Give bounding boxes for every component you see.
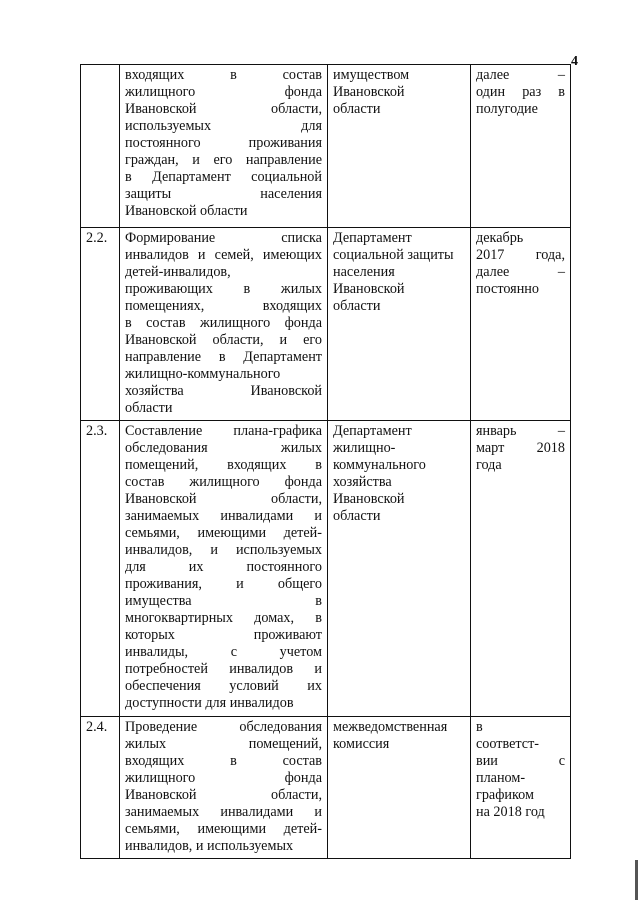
cell-line: занимаемых инвалидами и xyxy=(125,508,322,524)
cell-line: имуществом xyxy=(333,67,410,83)
cell-line: инвалидов, и используемых xyxy=(125,542,322,558)
cell-line: соответст- xyxy=(476,736,540,752)
cell-line: в Департамент социальной xyxy=(125,169,322,185)
cell-line: Ивановской xyxy=(333,491,405,507)
cell-line: Ивановской xyxy=(333,84,405,100)
cell-line: комиссия xyxy=(333,736,390,752)
action-cell xyxy=(120,228,328,421)
responsible-cell xyxy=(328,65,471,228)
term-cell xyxy=(471,717,571,859)
cell-line: Составление плана-графика xyxy=(125,423,322,439)
term-cell xyxy=(471,228,571,421)
cell-line: входящих в состав xyxy=(125,67,322,83)
cell-line: Ивановской области, xyxy=(125,491,322,507)
cell-line: защиты населения xyxy=(125,186,322,202)
term-cell xyxy=(471,65,571,228)
cell-line: области xyxy=(333,298,381,314)
cell-line: социальной защиты xyxy=(333,247,454,263)
cell-line: полугодие xyxy=(476,101,538,117)
cell-line: жилищного фонда xyxy=(125,84,322,100)
cell-line: помещений, входящих в xyxy=(125,457,322,473)
action-cell xyxy=(120,65,328,228)
cell-line: области xyxy=(125,400,173,416)
cell-line: жилых помещений, xyxy=(125,736,322,752)
cell-line: 2017 года, xyxy=(476,247,565,263)
cell-line: Формирование списка xyxy=(125,230,322,246)
cell-line: жилищно- xyxy=(333,440,396,456)
row-number: 2.2. xyxy=(81,228,120,421)
row-number xyxy=(81,65,120,228)
cell-line: обеспечения условий их xyxy=(125,678,322,694)
cell-line: Ивановской области, и его xyxy=(125,332,322,348)
cell-line: постоянного проживания xyxy=(125,135,322,151)
term-cell xyxy=(471,421,571,717)
plan-table xyxy=(80,64,571,859)
cell-line: области xyxy=(333,101,381,117)
cell-line: межведомственная xyxy=(333,719,448,735)
cell-line: потребностей инвалидов и xyxy=(125,661,322,677)
cell-line: один раз в xyxy=(476,84,565,100)
cell-line: в xyxy=(476,719,483,735)
cell-line: граждан, и его направление xyxy=(125,152,322,168)
cell-line: проживания, и общего xyxy=(125,576,322,592)
page-number: 4 xyxy=(571,54,578,69)
cell-line: которых проживают xyxy=(125,627,322,643)
cell-line: помещениях, входящих xyxy=(125,298,322,314)
cell-line: детей-инвалидов, xyxy=(125,264,231,280)
cell-line: постоянно xyxy=(476,281,539,297)
cell-line: Ивановской области xyxy=(125,203,248,219)
action-cell xyxy=(120,717,328,859)
plan-table-body xyxy=(81,65,571,859)
cell-line: инвалидов и семей, имеющих xyxy=(125,247,322,263)
cell-line: графиком xyxy=(476,787,534,803)
cell-line: планом- xyxy=(476,770,526,786)
cell-line: коммунального xyxy=(333,457,426,473)
cell-line: в состав жилищного фонда xyxy=(125,315,322,331)
row-number: 2.3. xyxy=(81,421,120,717)
table-row xyxy=(81,717,571,859)
responsible-cell xyxy=(328,717,471,859)
cell-line: Ивановской области, xyxy=(125,787,322,803)
cell-line: далее – xyxy=(476,67,565,83)
table-row xyxy=(81,421,571,717)
cell-line: семьями, имеющими детей- xyxy=(125,525,322,541)
cell-line: семьями, имеющими детей- xyxy=(125,821,322,837)
row-number: 2.4. xyxy=(81,717,120,859)
cell-line: декабрь xyxy=(476,230,524,246)
cell-line: хозяйства Ивановской xyxy=(125,383,322,399)
cell-line: обследования жилых xyxy=(125,440,322,456)
cell-line: Ивановской xyxy=(333,281,405,297)
cell-line: далее – xyxy=(476,264,565,280)
cell-line: жилищно-коммунального xyxy=(125,366,281,382)
cell-line: используемых для xyxy=(125,118,322,134)
cell-line: имущества в xyxy=(125,593,322,609)
cell-line: Департамент xyxy=(333,230,412,246)
cell-line: вии с xyxy=(476,753,565,769)
cell-line: состав жилищного фонда xyxy=(125,474,322,490)
cell-line: доступности для инвалидов xyxy=(125,695,294,711)
responsible-cell xyxy=(328,421,471,717)
cell-line: жилищного фонда xyxy=(125,770,322,786)
cell-line: занимаемых инвалидами и xyxy=(125,804,322,820)
cell-line: инвалидов, и используемых xyxy=(125,838,294,854)
cell-line: населения xyxy=(333,264,395,280)
cell-line: Проведение обследования xyxy=(125,719,322,735)
cell-line: проживающих в жилых xyxy=(125,281,322,297)
cell-line: года xyxy=(476,457,502,473)
cell-line: входящих в состав xyxy=(125,753,322,769)
cell-line: Ивановской области, xyxy=(125,101,322,117)
action-cell xyxy=(120,421,328,717)
table-row xyxy=(81,228,571,421)
table-row xyxy=(81,65,571,228)
cell-line: многоквартирных домах, в xyxy=(125,610,322,626)
cell-line: области xyxy=(333,508,381,524)
cell-line: направление в Департамент xyxy=(125,349,322,365)
scan-edge-mark xyxy=(635,860,638,900)
cell-line: январь – xyxy=(476,423,565,439)
cell-line: инвалиды, с учетом xyxy=(125,644,322,660)
responsible-cell xyxy=(328,228,471,421)
cell-line: март 2018 xyxy=(476,440,565,456)
cell-line: Департамент xyxy=(333,423,412,439)
cell-line: на 2018 год xyxy=(476,804,545,820)
cell-line: для их постоянного xyxy=(125,559,322,575)
cell-line: хозяйства xyxy=(333,474,392,490)
